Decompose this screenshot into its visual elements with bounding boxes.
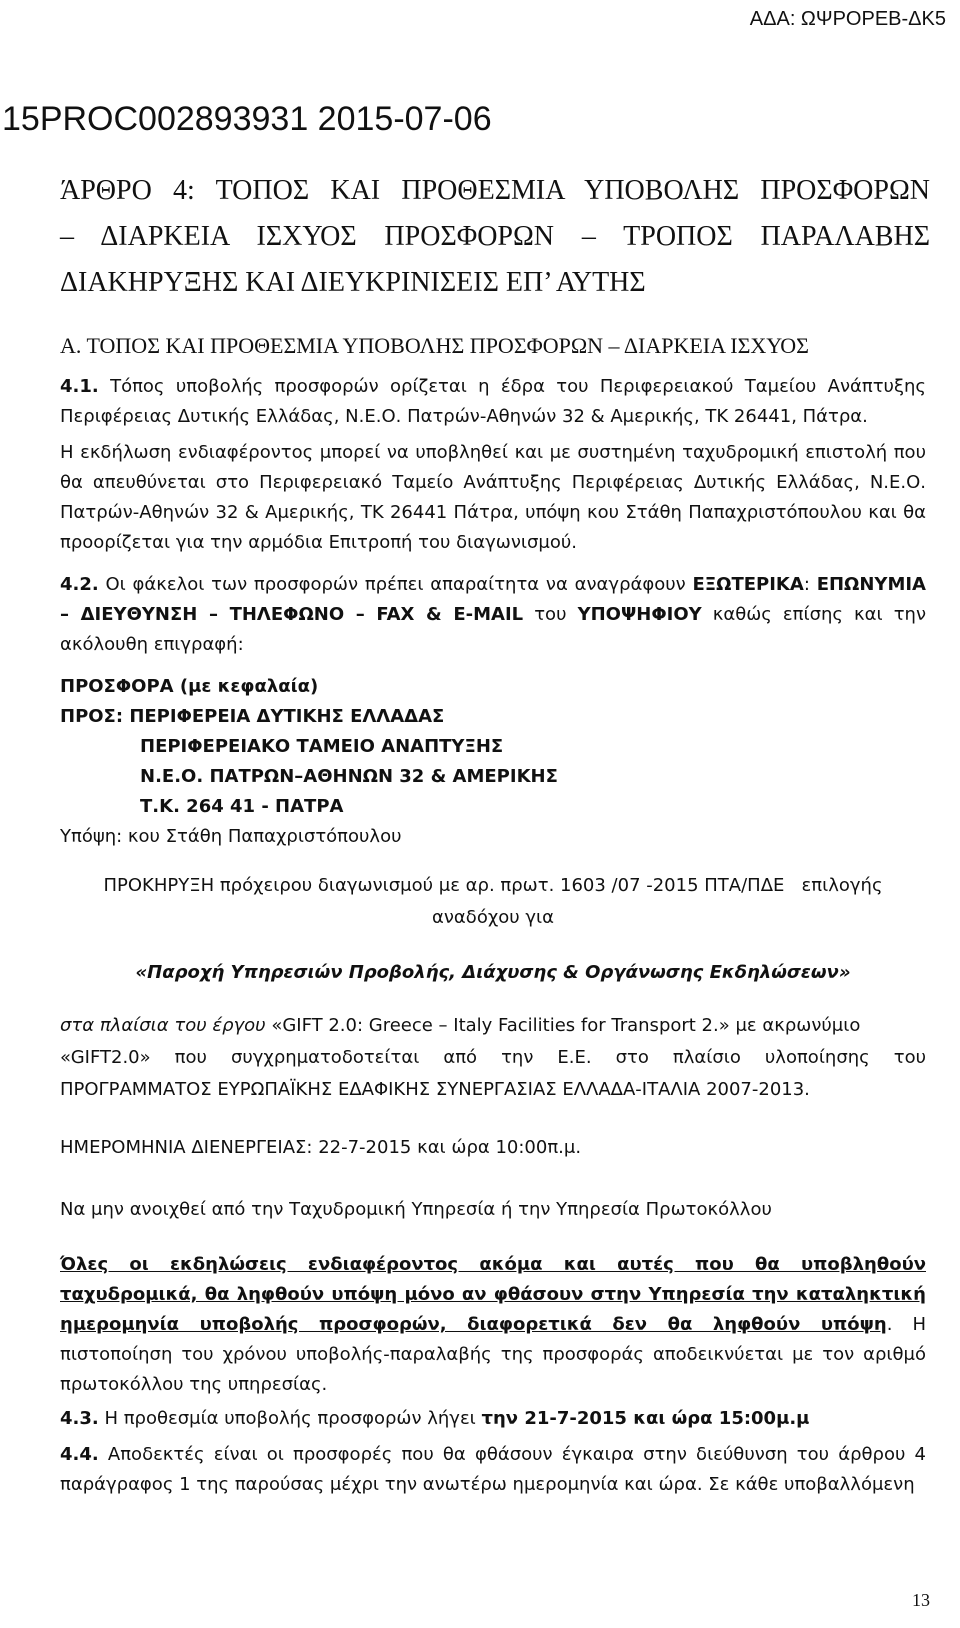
envelope-line-6: Υπόψη: κου Στάθη Παπαχριστόπουλου <box>60 826 402 847</box>
framework-italic: στα πλαίσια του έργου <box>60 1015 266 1036</box>
document-id: 15PROC002893931 2015-07-06 <box>2 100 492 138</box>
warning-emphasis: Όλες οι εκδηλώσεις ενδιαφέροντος ακόμα και αυτές που θα υποβληθούν ταχυδρομικά, θα ληφθούν υπόψη μόνο αν φθάσουν στην Υπηρεσία την καταληκτική ημερομηνία υποβολής προσφορών, διαφορετικά δεν θα ληφθούν υπόψη <box>60 1254 926 1335</box>
paragraph-4-2 <box>60 570 926 660</box>
envelope-line-3: ΠΕΡΙΦΕΡΕΙΑΚΟ ΤΑΜΕΙΟ ΑΝΑΠΤΥΞΗΣ <box>140 736 504 757</box>
bold-text: την 21-7-2015 και ώρα 15:00μ.μ <box>481 1408 810 1429</box>
bold-text: ΕΞΩΤΕΡΙΚΑ <box>692 574 804 595</box>
article-title-line-2: – ΔΙΑΡΚΕΙΑ ΙΣΧΥΟΣ ΠΡΟΣΦΟΡΩΝ – ΤΡΟΠΟΣ ΠΑΡΑΛΑΒΗΣ <box>60 221 930 252</box>
paragraph-number: 4.1. <box>60 376 99 397</box>
paragraph-4-1 <box>60 372 926 558</box>
bold-text: ΥΠΟΨΗΦΙΟΥ <box>577 604 702 625</box>
framework-text <box>60 1010 926 1106</box>
proclamation-line-1: ΠΡΟΚΗΡΥΞΗ πρόχειρου διαγωνισμού με αρ. πρωτ. 1603 /07 -2015 ΠΤΑ/ΠΔΕ επιλογής <box>103 875 883 896</box>
paragraph-text: Αποδεκτές είναι οι προσφορές που θα φθάσουν έγκαιρα στην διεύθυνση του άρθρου 4 παράγραφος 1 της παρούσας μέχρι την ανωτέρω ημερομηνία και ώρα. Σε κάθε υποβαλλόμενη <box>60 1444 926 1495</box>
paragraph-number: 4.3. <box>60 1408 99 1429</box>
paragraph-text: : <box>803 574 817 595</box>
paragraph-text: Τόπος υποβολής προσφορών ορίζεται η έδρα του Περιφερειακού Ταμείου Ανάπτυξης Περιφέρειας Δυτικής Ελλάδας, Ν.Ε.Ο. Πατρών-Αθηνών 32 & Αμερικής, ΤΚ 26441, Πάτρα. <box>60 376 926 427</box>
paragraph-4-3 <box>60 1404 926 1434</box>
date-line: ΗΜΕΡΟΜΗΝΙΑ ΔΙΕΝΕΡΓΕΙΑΣ: 22-7-2015 και ώρα 10:00π.μ. <box>60 1137 582 1158</box>
envelope-line-1: ΠΡΟΣΦΟΡΑ (με κεφαλαία) <box>60 676 319 697</box>
proclamation-line-2: αναδόχου για <box>432 907 554 928</box>
envelope-line-4: Ν.Ε.Ο. ΠΑΤΡΩΝ–ΑΘΗΝΩΝ 32 & ΑΜΕΡΙΚΗΣ <box>140 766 558 787</box>
envelope-line-5: Τ.Κ. 264 41 - ΠΑΤΡΑ <box>140 796 344 817</box>
proclamation <box>60 870 926 934</box>
paragraph-text: Η προθεσμία υποβολής προσφορών λήγει <box>98 1408 482 1429</box>
paragraph-text: καθώς επίσης και την ακόλουθη επιγραφή: <box>60 604 926 655</box>
paragraph-4-4 <box>60 1440 926 1500</box>
project-title <box>60 958 926 988</box>
section-title: Α. ΤΟΠΟΣ ΚΑΙ ΠΡΟΘΕΣΜΙΑ ΥΠΟΒΟΛΗΣ ΠΡΟΣΦΟΡΩΝ – ΔΙΑΡΚΕΙΑ ΙΣΧΥΟΣ <box>60 333 809 358</box>
envelope-label <box>60 672 926 852</box>
project-title-text: «Παροχή Υπηρεσιών Προβολής, Διάχυσης & Οργάνωσης Εκδηλώσεων» <box>135 962 851 983</box>
bold-text: ΕΠΩΝΥΜΙΑ – ΔΙΕΥΘΥΝΣΗ – ΤΗΛΕΦΩΝΟ – FAX & E-MAIL <box>60 574 926 625</box>
article-title-line-1: ΆΡΘΡΟ 4: ΤΟΠΟΣ ΚΑΙ ΠΡΟΘΕΣΜΙΑ ΥΠΟΒΟΛΗΣ ΠΡΟΣΦΟΡΩΝ <box>60 175 930 206</box>
article-title-line-3: ΔΙΑΚΗΡΥΞΗΣ ΚΑΙ ΔΙΕΥΚΡΙΝΙΣΕΙΣ ΕΠ’ ΑΥΤΗΣ <box>60 267 646 298</box>
warning-paragraph <box>60 1250 926 1400</box>
ada-header: ΑΔΑ: ΩΨΡΟΡΕΒ-ΔΚ5 <box>749 8 946 30</box>
paragraph-text: του <box>523 604 578 625</box>
framework-line-2: «GIFT2.0» που συγχρηματοδοτείται από την Ε.Ε. στο πλαίσιο υλοποίησης του <box>60 1047 926 1068</box>
paragraph-number: 4.2. <box>60 574 99 595</box>
paragraph-text-2: Η εκδήλωση ενδιαφέροντος μπορεί να υποβληθεί και με συστημένη ταχυδρομική επιστολή που θα απευθύνεται στο Περιφερειακό Ταμείο Ανάπτυξης Περιφέρειας Δυτικής Ελλάδας, Ν.Ε.Ο. Πατρών-Αθηνών 32 & Αμερικής, ΤΚ 26441 Πάτρα, υπόψη κου Στάθη Παπαχριστόπουλου και θα προορίζεται για την αρμόδια Επιτροπή του διαγωνισμού. <box>60 442 926 553</box>
article-title <box>60 168 930 306</box>
envelope-line-2: ΠΡΟΣ: ΠΕΡΙΦΕΡΕΙΑ ΔΥΤΙΚΗΣ ΕΛΛΑΔΑΣ <box>60 706 445 727</box>
framework-line-1: «GIFT 2.0: Greece – Italy Facilities for Transport 2.» με ακρωνύμιο <box>265 1015 861 1036</box>
paragraph-number: 4.4. <box>60 1444 99 1465</box>
page-number: 13 <box>912 1590 930 1610</box>
paragraph-text: Οι φάκελοι των προσφορών πρέπει απαραίτητα να αναγράφουν <box>98 574 693 595</box>
framework-line-3: ΠΡΟΓΡΑΜΜΑΤΟΣ ΕΥΡΩΠΑΪΚΗΣ ΕΔΑΦΙΚΗΣ ΣΥΝΕΡΓΑΣΙΑΣ ΕΛΛΑΔΑ-ΙΤΑΛΙΑ 2007-2013. <box>60 1079 810 1100</box>
do-not-open-line: Να μην ανοιχθεί από την Ταχυδρομική Υπηρεσία ή την Υπηρεσία Πρωτοκόλλου <box>60 1199 772 1220</box>
warning-rest: . Η πιστοποίηση του χρόνου υποβολής-παραλαβής της προσφοράς αποδεικνύεται με τον αριθμό πρωτοκόλλου της υπηρεσίας. <box>60 1314 927 1395</box>
